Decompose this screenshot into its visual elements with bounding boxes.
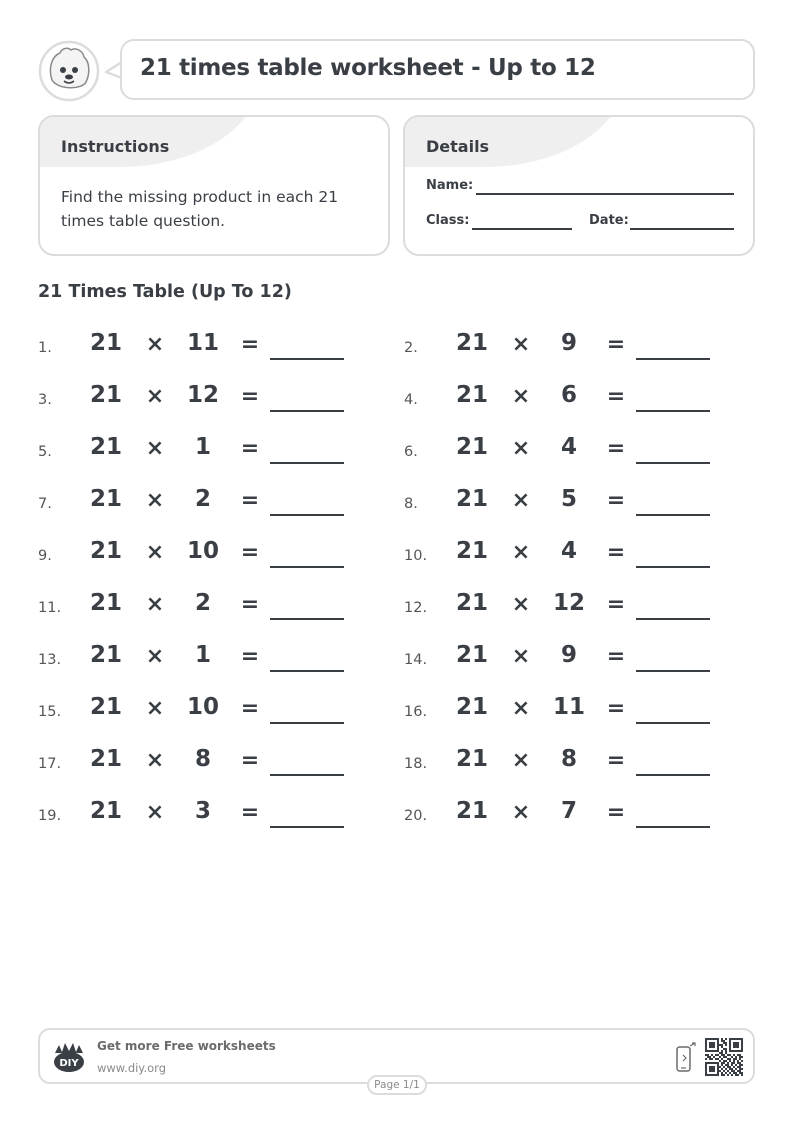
times-sign: × [511,384,531,409]
multiplier: 10 [186,538,219,564]
equals-sign: = [240,644,260,669]
times-sign: × [511,800,531,825]
equals-sign: = [606,384,626,409]
question-row [404,432,724,472]
question-number: 9. [38,548,52,564]
answer-blank[interactable] [636,566,710,568]
question-row [38,692,358,732]
question-row [38,380,358,420]
question-number: 2. [404,340,418,356]
answer-blank[interactable] [270,670,344,672]
equals-sign: = [240,696,260,721]
answer-blank[interactable] [270,826,344,828]
answer-blank[interactable] [636,462,710,464]
multiplicand: 21 [455,330,488,356]
date-field[interactable] [630,228,734,230]
question-number: 11. [38,600,62,616]
times-sign: × [145,436,165,461]
multiplier: 2 [194,590,211,616]
title-bubble [120,39,755,100]
date-label: Date: [589,213,629,228]
name-label: Name: [426,178,474,193]
multiplicand: 21 [89,642,122,668]
times-sign: × [511,644,531,669]
multiplicand: 21 [89,434,122,460]
multiplier: 9 [560,330,577,356]
times-sign: × [145,488,165,513]
answer-blank[interactable] [636,410,710,412]
times-sign: × [145,800,165,825]
question-number: 19. [38,808,62,824]
section-title: 21 Times Table (Up To 12) [38,282,292,302]
question-number: 18. [404,756,428,772]
question-number: 10. [404,548,428,564]
times-sign: × [511,748,531,773]
equals-sign: = [240,332,260,357]
times-sign: × [511,488,531,513]
multiplier: 1 [194,642,211,668]
answer-blank[interactable] [270,774,344,776]
class-field[interactable] [472,228,572,230]
multiplier: 9 [560,642,577,668]
instructions-heading: Instructions [61,137,170,156]
class-label: Class: [426,213,470,228]
equals-sign: = [606,592,626,617]
answer-blank[interactable] [636,618,710,620]
details-panel [403,115,755,256]
site-link[interactable]: www.diy.org [97,1061,166,1075]
question-row [404,796,724,836]
equals-sign: = [606,696,626,721]
name-field[interactable] [476,193,734,195]
times-sign: × [511,436,531,461]
question-number: 1. [38,340,52,356]
multiplier: 12 [552,590,585,616]
multiplicand: 21 [89,330,122,356]
equals-sign: = [240,384,260,409]
equals-sign: = [240,748,260,773]
question-row [38,536,358,576]
times-sign: × [145,748,165,773]
equals-sign: = [240,488,260,513]
question-row [404,744,724,784]
multiplier: 10 [186,694,219,720]
multiplicand: 21 [455,382,488,408]
equals-sign: = [606,800,626,825]
equals-sign: = [240,540,260,565]
times-sign: × [511,696,531,721]
question-row [38,484,358,524]
phone-icon [675,1041,697,1073]
qr-code-icon[interactable] [705,1038,743,1076]
answer-blank[interactable] [636,826,710,828]
instructions-text: Find the missing product in each 21 times table question. [61,188,339,230]
answer-blank[interactable] [270,514,344,516]
multiplier: 2 [194,486,211,512]
question-row [404,380,724,420]
times-sign: × [145,644,165,669]
multiplier: 11 [186,330,219,356]
question-number: 16. [404,704,428,720]
multiplicand: 21 [89,486,122,512]
question-row [38,796,358,836]
question-number: 17. [38,756,62,772]
multiplicand: 21 [455,746,488,772]
equals-sign: = [240,436,260,461]
multiplicand: 21 [89,590,122,616]
question-number: 14. [404,652,428,668]
multiplier: 11 [552,694,585,720]
answer-blank[interactable] [270,410,344,412]
multiplier: 4 [560,538,577,564]
question-row [404,692,724,732]
multiplicand: 21 [89,798,122,824]
question-row [404,640,724,680]
diy-logo-icon[interactable] [52,1041,86,1073]
multiplicand: 21 [455,642,488,668]
multiplicand: 21 [455,590,488,616]
question-row [404,484,724,524]
answer-blank[interactable] [636,358,710,360]
answer-blank[interactable] [270,566,344,568]
multiplicand: 21 [455,486,488,512]
logo-text: DIY [59,1058,79,1069]
question-number: 3. [38,392,52,408]
multiplicand: 21 [455,538,488,564]
equals-sign: = [240,592,260,617]
answer-blank[interactable] [636,774,710,776]
multiplicand: 21 [455,434,488,460]
multiplicand: 21 [89,746,122,772]
multiplicand: 21 [455,694,488,720]
times-sign: × [145,696,165,721]
multiplier: 5 [560,486,577,512]
times-sign: × [511,332,531,357]
answer-blank[interactable] [636,722,710,724]
question-number: 12. [404,600,428,616]
answer-blank[interactable] [636,670,710,672]
times-sign: × [145,384,165,409]
multiplicand: 21 [89,694,122,720]
times-sign: × [145,592,165,617]
question-number: 4. [404,392,418,408]
question-number: 15. [38,704,62,720]
answer-blank[interactable] [270,358,344,360]
equals-sign: = [240,800,260,825]
question-row [38,640,358,680]
page-indicator: Page 1/1 [367,1075,427,1095]
multiplier: 7 [560,798,577,824]
multiplicand: 21 [455,798,488,824]
multiplier: 1 [194,434,211,460]
question-row [404,588,724,628]
question-number: 13. [38,652,62,668]
instructions-panel [38,115,390,256]
times-sign: × [145,332,165,357]
equals-sign: = [606,436,626,461]
times-sign: × [511,540,531,565]
answer-blank[interactable] [636,514,710,516]
question-number: 5. [38,444,52,460]
promo-text: Get more Free worksheets [97,1039,276,1053]
multiplier: 12 [186,382,219,408]
times-sign: × [145,540,165,565]
question-row [38,744,358,784]
answer-blank[interactable] [270,722,344,724]
multiplier: 8 [560,746,577,772]
multiplier: 3 [194,798,211,824]
times-sign: × [511,592,531,617]
answer-blank[interactable] [270,462,344,464]
question-row [38,328,358,368]
question-number: 7. [38,496,52,512]
multiplicand: 21 [89,382,122,408]
question-row [38,588,358,628]
mascot-face-icon [38,40,100,102]
question-row [404,328,724,368]
multiplier: 4 [560,434,577,460]
question-row [404,536,724,576]
answer-blank[interactable] [270,618,344,620]
equals-sign: = [606,332,626,357]
question-number: 6. [404,444,418,460]
question-number: 20. [404,808,428,824]
multiplicand: 21 [89,538,122,564]
worksheet-title: 21 times table worksheet - Up to 12 [140,55,596,81]
equals-sign: = [606,540,626,565]
equals-sign: = [606,748,626,773]
question-number: 8. [404,496,418,512]
multiplier: 6 [560,382,577,408]
equals-sign: = [606,644,626,669]
equals-sign: = [606,488,626,513]
details-heading: Details [426,137,490,156]
question-row [38,432,358,472]
multiplier: 8 [194,746,211,772]
